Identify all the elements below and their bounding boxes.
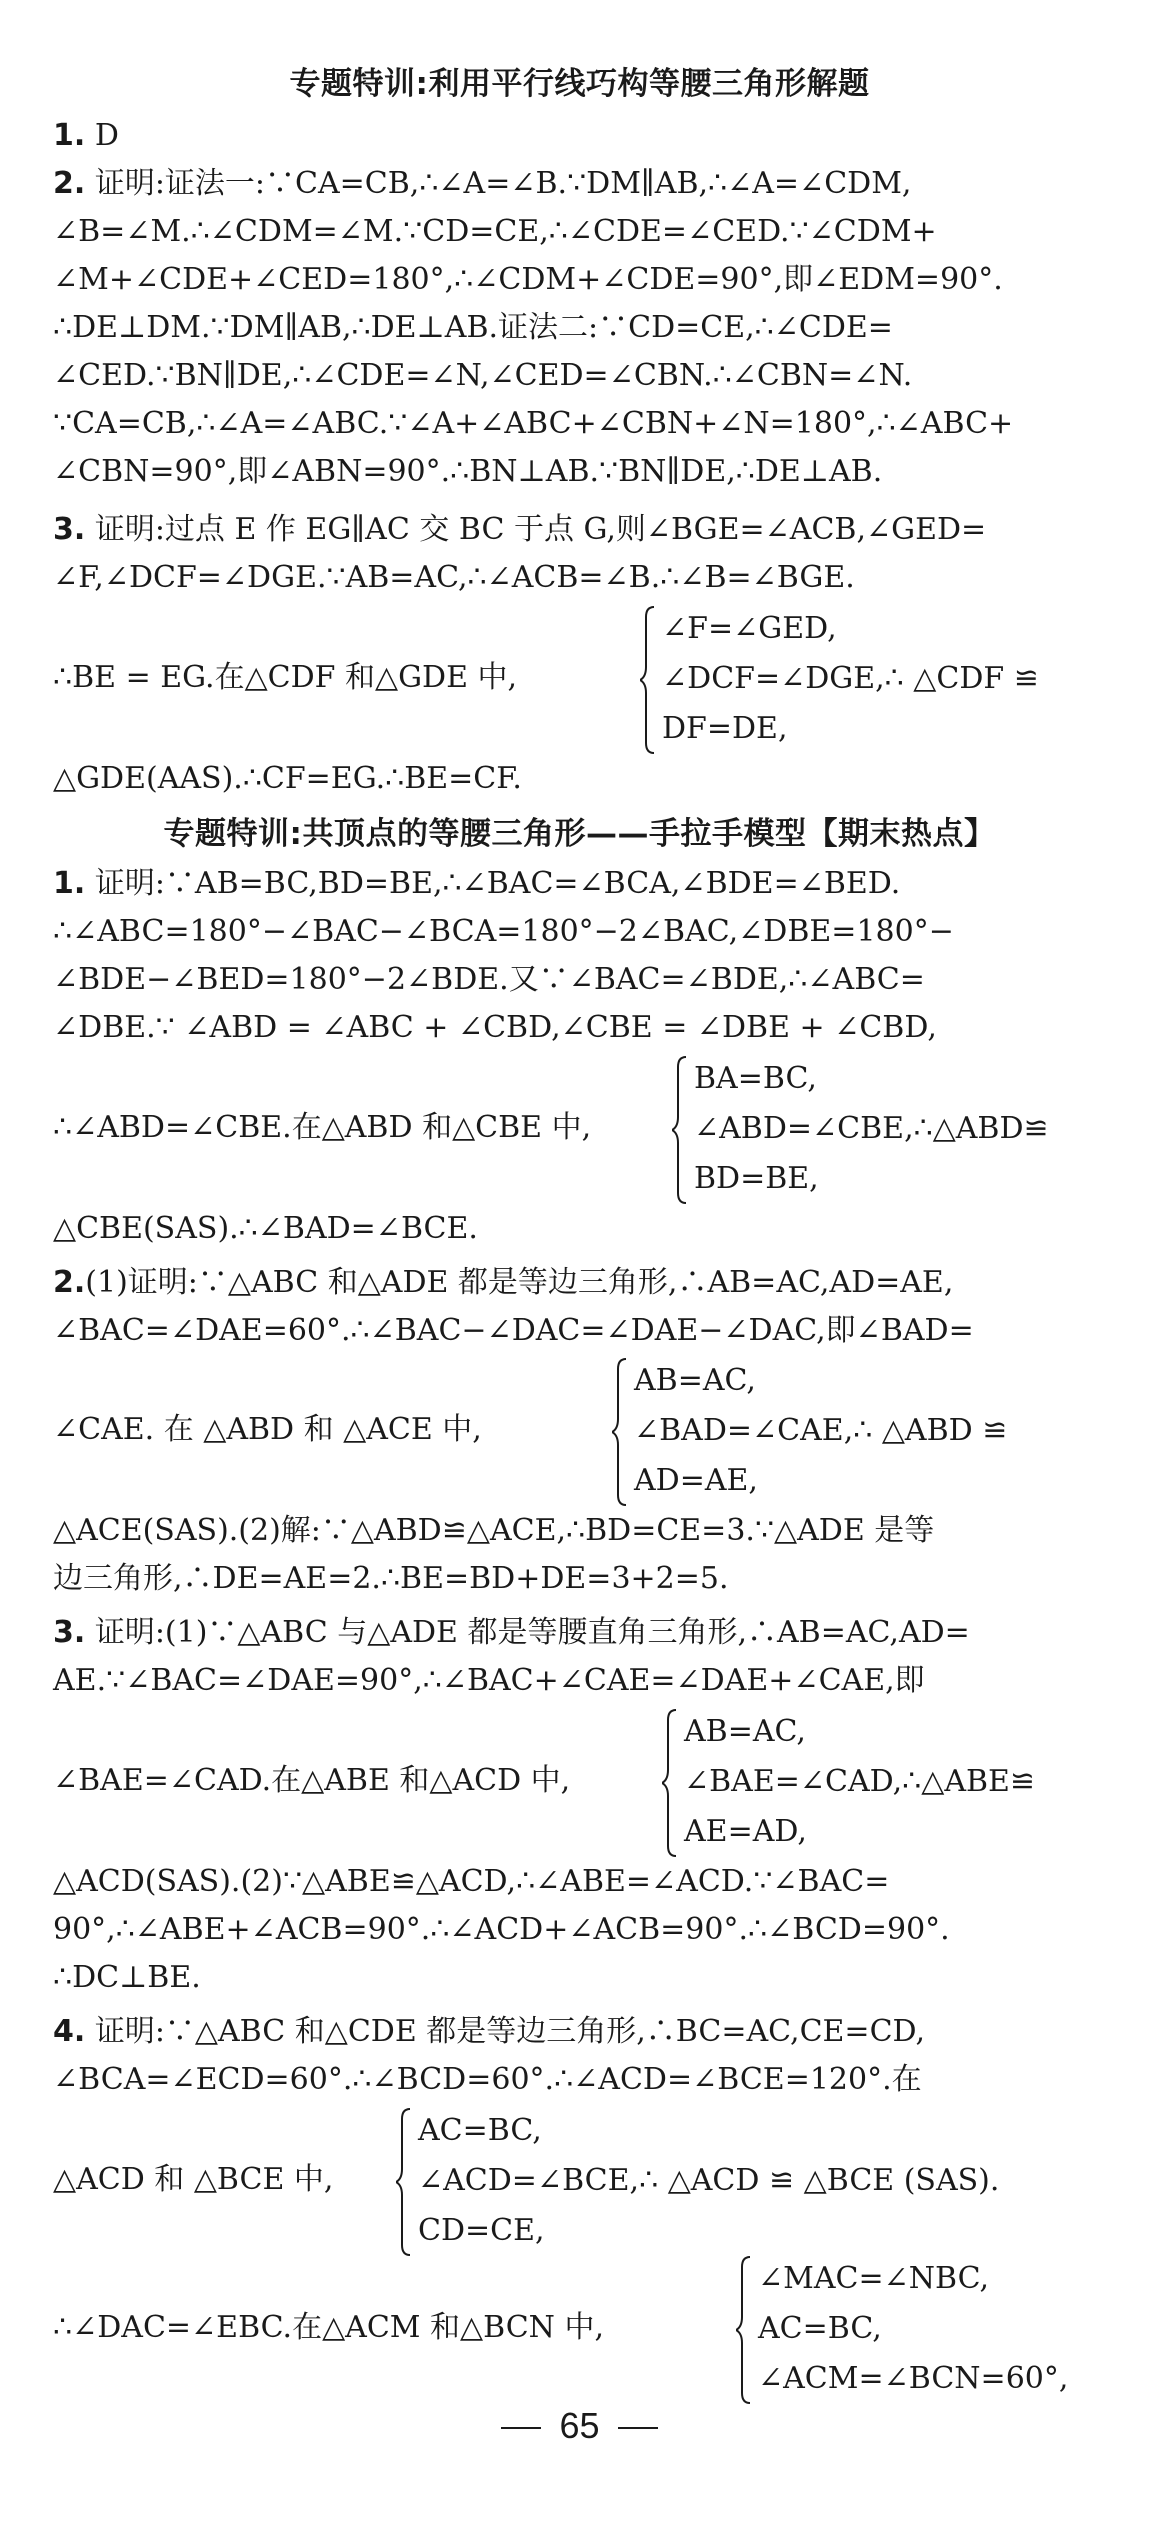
- s2-q2-line-2: ∠BAC=∠DAE=60°.∴∠BAC−∠DAC=∠DAE−∠DAC,即∠BAD=: [53, 1313, 974, 1348]
- s2-q4-sys2-1: ∠MAC=∠NBC,: [758, 2261, 990, 2296]
- s2-q2-pre: ∠CAE. 在 △ABD 和 △ACE 中,: [53, 1412, 482, 1447]
- s2-q1-post: △CBE(SAS).∴∠BAD=∠BCE.: [53, 1211, 478, 1246]
- s2-q3-line-1: [53, 1609, 1113, 1657]
- s2-q4-sys-2: ∠ACD=∠BCE,∴ △ACD ≌ △BCE (SAS).: [418, 2163, 1000, 2198]
- s2-q3-pre: ∠BAE=∠CAD.在△ABE 和△ACD 中,: [53, 1763, 571, 1798]
- s2-q4-system-2: [736, 2255, 1112, 2405]
- s2-q1-sys-3: BD=BE,: [694, 1161, 819, 1196]
- dash-right: [618, 2427, 658, 2429]
- s2-q3-system: [662, 1708, 1112, 1858]
- s1-q3-num: 3.: [53, 512, 86, 547]
- s2-q1-line-1: [53, 860, 1113, 908]
- s2-q4-sys-3: CD=CE,: [418, 2213, 545, 2248]
- s1-q3-pre: ∴BE = EG.在△CDF 和△GDE 中,: [53, 660, 518, 695]
- s2-q4-text: 证明:∵△ABC 和△CDE 都是等边三角形,∴BC=AC,CE=CD,: [85, 2014, 926, 2049]
- s2-q4-pre2: ∴∠DAC=∠EBC.在△ACM 和△BCN 中,: [53, 2310, 604, 2345]
- s2-q3-sys-1: AB=AC,: [684, 1714, 806, 1749]
- s2-q1-line-4: ∠DBE.∵ ∠ABD = ∠ABC + ∠CBD,∠CBE = ∠DBE + ∠CBD,: [53, 1010, 937, 1045]
- s1-q2-line-2: ∠B=∠M.∴∠CDM=∠M.∵CD=CE,∴∠CDE=∠CED.∵∠CDM+: [53, 214, 937, 249]
- s1-q2-text: 证明:证法一:∵CA=CB,∴∠A=∠B.∵DM∥AB,∴∠A=∠CDM,: [85, 166, 912, 201]
- s2-q2-post-1: △ACE(SAS).(2)解:∵△ABD≌△ACE,∴BD=CE=3.∵△ADE 是等: [53, 1513, 935, 1548]
- s2-q3-num: 3.: [53, 1615, 86, 1650]
- s2-q3-post-1: △ACD(SAS).(2)∵△ABE≌△ACD,∴∠ABE=∠ACD.∵∠BAC=: [53, 1864, 890, 1899]
- s1-q2-line-4: ∴DE⊥DM.∵DM∥AB,∴DE⊥AB.证法二:∵CD=CE,∴∠CDE=: [53, 310, 893, 345]
- s1-q3-sys-1: ∠F=∠GED,: [662, 611, 837, 646]
- brace-icon: [662, 1708, 678, 1858]
- s1-q3-sys-2: ∠DCF=∠DGE,∴ △CDF ≌: [662, 661, 1039, 696]
- s2-q4-num: 4.: [53, 2014, 86, 2049]
- s1-q2-line-5: ∠CED.∵BN∥DE,∴∠CDE=∠N,∠CED=∠CBN.∴∠CBN=∠N.: [53, 358, 913, 393]
- s2-q3-post-3: ∴DC⊥BE.: [53, 1960, 201, 1995]
- s1-q3-post: △GDE(AAS).∴CF=EG.∴BE=CF.: [53, 761, 522, 796]
- s1-q3-system: [640, 605, 1110, 755]
- s2-q4-sys2-2: AC=BC,: [758, 2311, 882, 2346]
- s2-q1-sys-1: BA=BC,: [694, 1061, 817, 1096]
- s2-q3-line-2: AE.∵∠BAC=∠DAE=90°,∴∠BAC+∠CAE=∠DAE+∠CAE,即: [53, 1663, 925, 1698]
- s2-q2-post-2: 边三角形,∴DE=AE=2.∴BE=BD+DE=3+2=5.: [53, 1561, 729, 1596]
- section-1-title: 专题特训:利用平行线巧构等腰三角形解题: [289, 66, 870, 102]
- brace-icon: [396, 2107, 412, 2257]
- s1-q2-num: 2.: [53, 166, 86, 201]
- s2-q4-sys2-3: ∠ACM=∠BCN=60°,: [758, 2361, 1069, 2396]
- s2-q1-pre: ∴∠ABD=∠CBE.在△ABD 和△CBE 中,: [53, 1110, 592, 1145]
- s1-q3-text: 证明:过点 E 作 EG∥AC 交 BC 于点 G,则∠BGE=∠ACB,∠GED=: [85, 512, 987, 547]
- s1-q3-line-2: ∠F,∠DCF=∠DGE.∵AB=AC,∴∠ACB=∠B.∴∠B=∠BGE.: [53, 560, 855, 595]
- s2-q1-sys-2: ∠ABD=∠CBE,∴△ABD≌: [694, 1111, 1049, 1146]
- dash-left: [501, 2427, 541, 2429]
- s1-q2-line-3: ∠M+∠CDE+∠CED=180°,∴∠CDM+∠CDE=90°,即∠EDM=90°.: [53, 262, 1003, 297]
- s2-q1-line-3: ∠BDE−∠BED=180°−2∠BDE.又∵∠BAC=∠BDE,∴∠ABC=: [53, 962, 925, 997]
- s2-q2-sys-2: ∠BAD=∠CAE,∴ △ABD ≌: [634, 1413, 1008, 1448]
- s2-q4-system-1: [396, 2107, 1112, 2257]
- s2-q4-line-2: ∠BCA=∠ECD=60°.∴∠BCD=60°.∴∠ACD=∠BCE=120°.在: [53, 2062, 922, 2097]
- page-number: [0, 2405, 1159, 2447]
- s1-q2-line-7: ∠CBN=90°,即∠ABN=90°.∴BN⊥AB.∵BN∥DE,∴DE⊥AB.: [53, 454, 883, 489]
- s2-q4-sys-1: AC=BC,: [418, 2113, 542, 2148]
- s2-q3-sys-3: AE=AD,: [684, 1814, 807, 1849]
- s2-q3-sys-2: ∠BAE=∠CAD,∴△ABE≌: [684, 1764, 1036, 1799]
- s1-q1: [53, 112, 1113, 160]
- s1-q2-line-6: ∵CA=CB,∴∠A=∠ABC.∵∠A+∠ABC+∠CBN+∠N=180°,∴∠ABC+: [53, 406, 1014, 441]
- brace-icon: [612, 1357, 628, 1507]
- s2-q1-system: [672, 1055, 1112, 1205]
- section-2-title: 专题特训:共顶点的等腰三角形——手拉手模型【期末热点】: [163, 816, 996, 852]
- s2-q2-text: (1)证明:∵△ABC 和△ADE 都是等边三角形,∴AB=AC,AD=AE,: [85, 1265, 954, 1300]
- brace-icon: [640, 605, 656, 755]
- s1-q3-line-1: [53, 506, 1113, 554]
- s1-q2-line-1: [53, 160, 1113, 208]
- s1-q1-answer: D: [85, 118, 119, 153]
- s2-q3-text: 证明:(1)∵△ABC 与△ADE 都是等腰直角三角形,∴AB=AC,AD=: [85, 1615, 970, 1650]
- s2-q4-pre: △ACD 和 △BCE 中,: [53, 2162, 334, 2197]
- s2-q1-num: 1.: [53, 866, 86, 901]
- s2-q4-line-1: [53, 2008, 1113, 2056]
- s2-q1-line-2: ∴∠ABC=180°−∠BAC−∠BCA=180°−2∠BAC,∠DBE=180°−: [53, 914, 954, 949]
- s2-q3-post-2: 90°,∴∠ABE+∠ACB=90°.∴∠ACD+∠ACB=90°.∴∠BCD=90°.: [53, 1912, 950, 1947]
- s2-q2-sys-1: AB=AC,: [634, 1363, 756, 1398]
- s2-q2-system: [612, 1357, 1112, 1507]
- s2-q1-text: 证明:∵AB=BC,BD=BE,∴∠BAC=∠BCA,∠BDE=∠BED.: [85, 866, 901, 901]
- s2-q2-num: 2.: [53, 1265, 86, 1300]
- s2-q2-line-1: [53, 1259, 1113, 1307]
- s2-q2-sys-3: AD=AE,: [634, 1463, 758, 1498]
- s1-q1-num: 1.: [53, 118, 86, 153]
- page-number-value: 65: [559, 2405, 600, 2446]
- s1-q3-sys-3: DF=DE,: [662, 711, 788, 746]
- brace-icon: [672, 1055, 688, 1205]
- brace-icon: [736, 2255, 752, 2405]
